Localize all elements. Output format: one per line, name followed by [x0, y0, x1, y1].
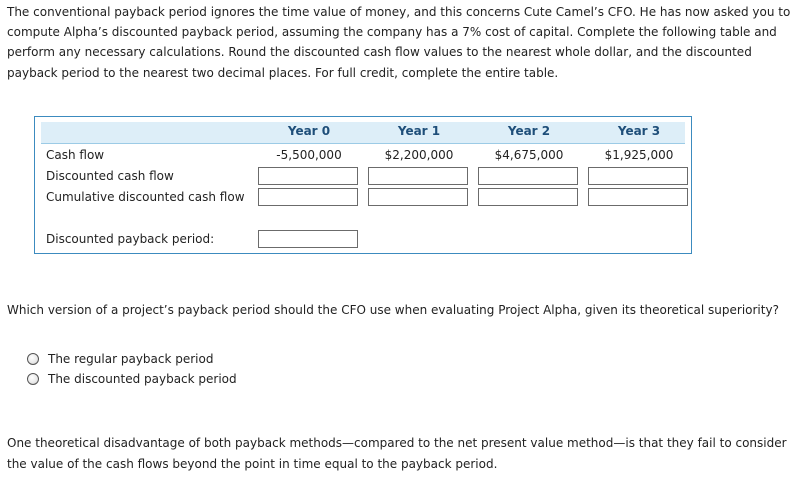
discounted-cf-year-1-input[interactable]: [368, 167, 468, 185]
radio-regular-payback[interactable]: [27, 353, 39, 365]
radio-discounted-payback[interactable]: [27, 373, 39, 385]
discounted-payback-table: [34, 116, 692, 254]
option-discounted-payback[interactable]: [27, 372, 237, 386]
intro-paragraph: The conventional payback period ignores the time value of money, and this concerns Cute Camel’s CFO. He has now asked you to compute Alpha’s discounted payback period, assuming the company has a 7% cost of capital. Complete the following table and perform any necessary calculations. Round the discounted cash flow values to the nearest whole dollar, and the discounted payback period to the nearest two decimal places. For full credit, complete the entire table.: [7, 5, 791, 80]
cumulative-cf-year-0-input[interactable]: [258, 188, 358, 206]
header-year-0: Year 0: [287, 124, 331, 138]
discounted-cf-year-3-input[interactable]: [588, 167, 688, 185]
discounted-payback-period-label: Discounted payback period:: [46, 232, 215, 246]
cumulative-cf-year-2-input[interactable]: [478, 188, 578, 206]
discounted-cf-year-2-input[interactable]: [478, 167, 578, 185]
closing-paragraph: One theoretical disadvantage of both payback methods—compared to the net present value method—is that they fail to consider the value of the cash flows beyond the point in time equal to the payback period.: [7, 436, 787, 471]
cumulative-cf-year-3-input[interactable]: [588, 188, 688, 206]
header-year-3: Year 3: [617, 124, 661, 138]
cash-flow-year-1: $2,200,000: [384, 148, 454, 162]
header-year-2: Year 2: [507, 124, 551, 138]
option-discounted-payback-label: The discounted payback period: [48, 372, 237, 386]
discounted-cash-flow-label: Discounted cash flow: [46, 169, 174, 183]
cumulative-cf-year-1-input[interactable]: [368, 188, 468, 206]
cash-flow-label: Cash flow: [46, 148, 105, 162]
cash-flow-year-0: -5,500,000: [276, 148, 342, 162]
cumulative-discounted-cash-flow-label: Cumulative discounted cash flow: [46, 190, 245, 204]
discounted-payback-period-input[interactable]: [258, 230, 358, 248]
cash-flow-year-2: $4,675,000: [494, 148, 564, 162]
question-text: Which version of a project’s payback period should the CFO use when evaluating Project Alpha, given its theoretical superiority?: [7, 303, 779, 317]
cash-flow-year-3: $1,925,000: [604, 148, 674, 162]
header-year-1: Year 1: [397, 124, 441, 138]
option-regular-payback-label: The regular payback period: [48, 352, 214, 366]
discounted-cf-year-0-input[interactable]: [258, 167, 358, 185]
option-regular-payback[interactable]: [27, 352, 213, 366]
